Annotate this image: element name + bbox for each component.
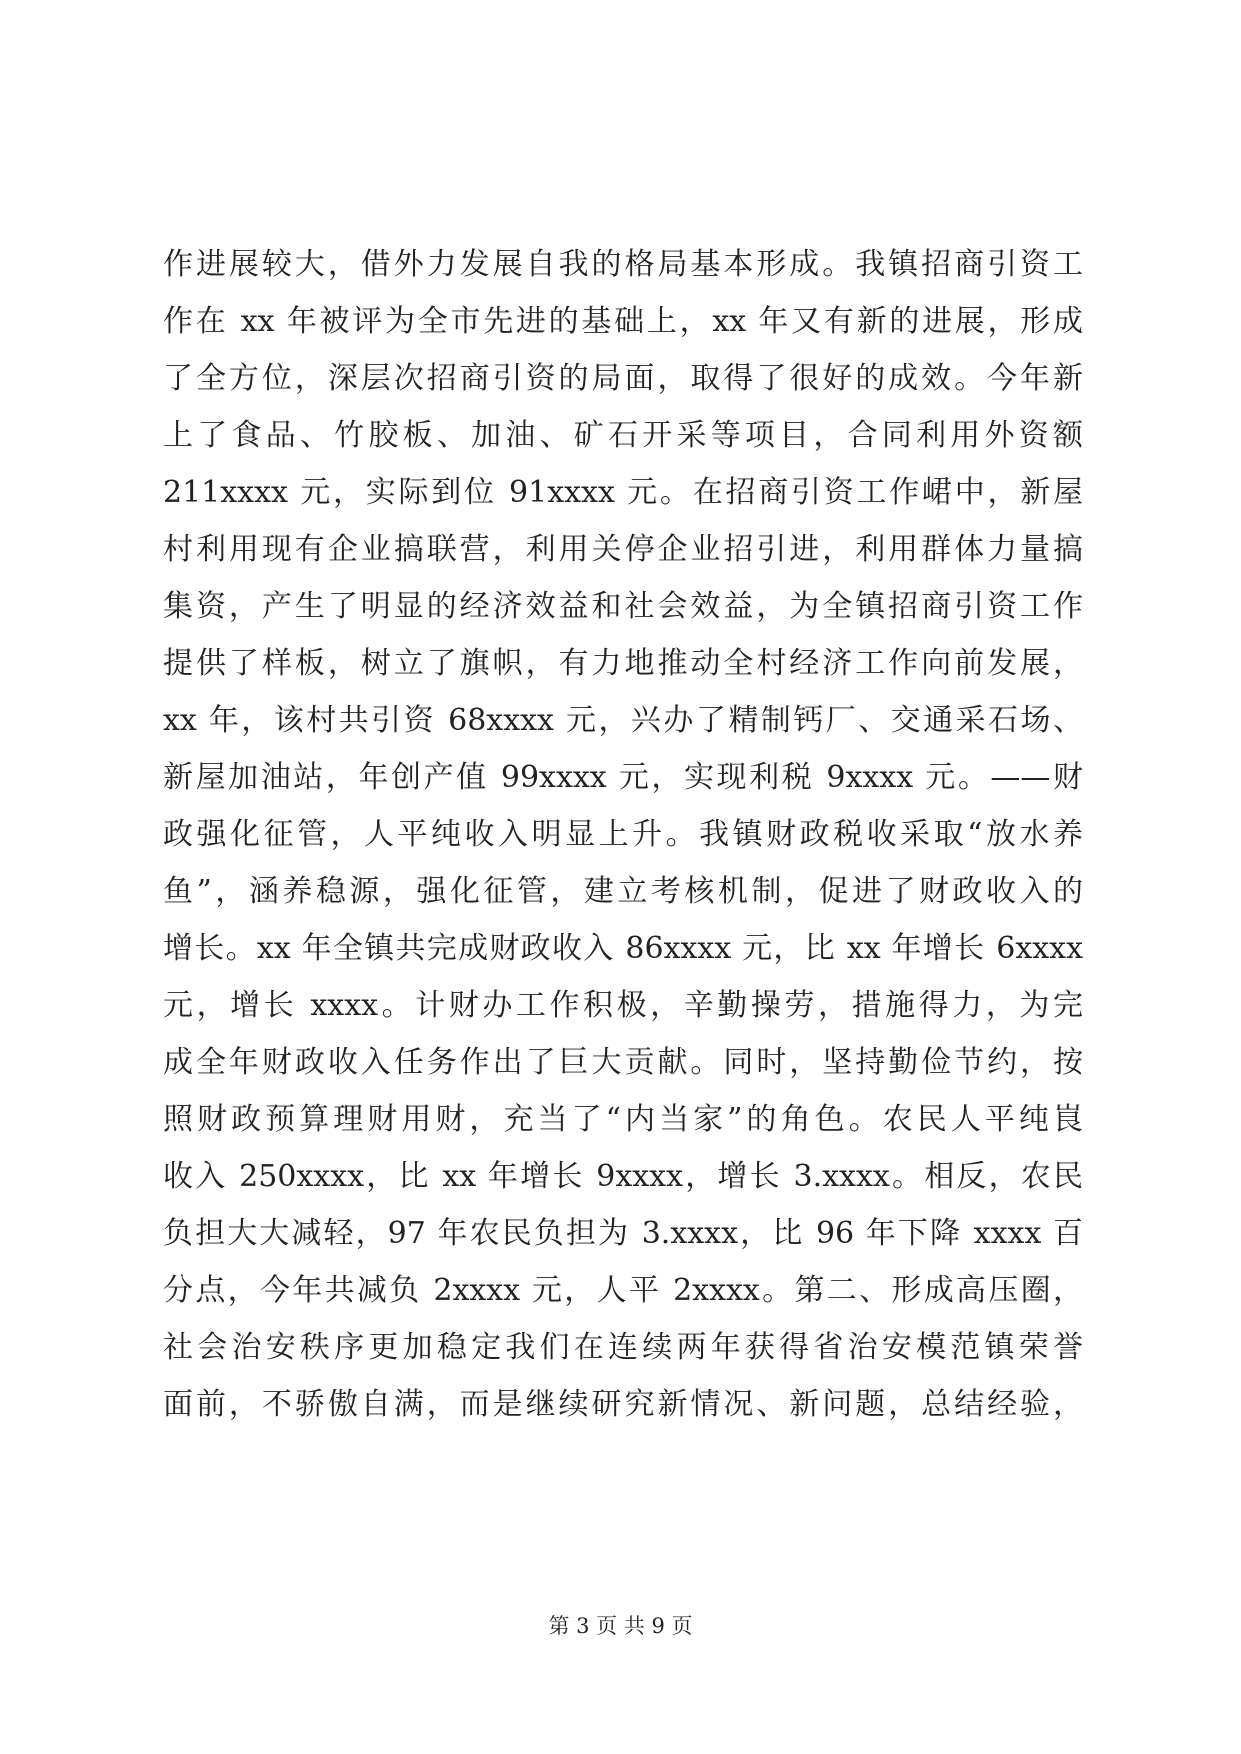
text-line: 村利用现有企业搞联营，利用关停企业招引进，利用群体力量搞 <box>163 532 1083 567</box>
text-line: xx 年，该村共引资 68xxxx 元，兴办了精制钙厂、交通采石场、 <box>163 703 1083 738</box>
text-line: 分点，今年共减负 2xxxx 元，人平 2xxxx。第二、形成高压圈， <box>163 1273 1083 1308</box>
text-line: 照财政预算理财用财，充当了“内当家”的角色。农民人平纯峎 <box>163 1102 1083 1137</box>
text-line: 上了食品、竹胶板、加油、矿石开采等项目，合同利用外资额 <box>163 418 1083 453</box>
text-line: 政强化征管，人平纯收入明显上升。我镇财政税收采取“放水养 <box>163 817 1083 852</box>
text-line: 211xxxx 元，实际到位 91xxxx 元。在招商引资工作峮中，新屋 <box>163 475 1083 510</box>
page-footer: 第 3 页 共 9 页 <box>548 1614 693 1638</box>
text-line: 社会治安秩序更加稳定我们在连续两年获得省治安模范镇荣誉 <box>163 1330 1083 1365</box>
text-line: 提供了样板，树立了旗帜，有力地推动全村经济工作向前发展， <box>163 646 1083 681</box>
text-line: 面前，不骄傲自满，而是继续研究新情况、新问题，总结经验， <box>163 1387 1083 1422</box>
text-line: 集资，产生了明显的经济效益和社会效益，为全镇招商引资工作 <box>163 589 1083 624</box>
text-line: 作在 xx 年被评为全市先进的基础上，xx 年又有新的进展，形成 <box>163 304 1083 339</box>
text-line: 增长。xx 年全镇共完成财政收入 86xxxx 元，比 xx 年增长 6xxxx <box>163 931 1083 966</box>
text-line: 负担大大减轻，97 年农民负担为 3.xxxx，比 96 年下降 xxxx 百 <box>163 1216 1083 1251</box>
text-line: 鱼”，涵养稳源，强化征管，建立考核机制，促进了财政收入的 <box>163 874 1083 909</box>
text-line: 了全方位，深层次招商引资的局面，取得了很好的成效。今年新 <box>163 361 1083 396</box>
text-line: 收入 250xxxx，比 xx 年增长 9xxxx，增长 3.xxxx。相反，农民 <box>163 1159 1083 1194</box>
text-line: 成全年财政收入任务作出了巨大贡献。同时，坚持勤俭节约，按 <box>163 1045 1083 1080</box>
text-line: 元，增长 xxxx。计财办工作积极，辛勤操劳，措施得力，为完 <box>163 988 1083 1023</box>
text-line: 作进展较大，借外力发展自我的格局基本形成。我镇招商引资工 <box>163 247 1083 282</box>
text-line: 新屋加油站，年创产值 99xxxx 元，实现利税 9xxxx 元。——财 <box>163 760 1083 795</box>
